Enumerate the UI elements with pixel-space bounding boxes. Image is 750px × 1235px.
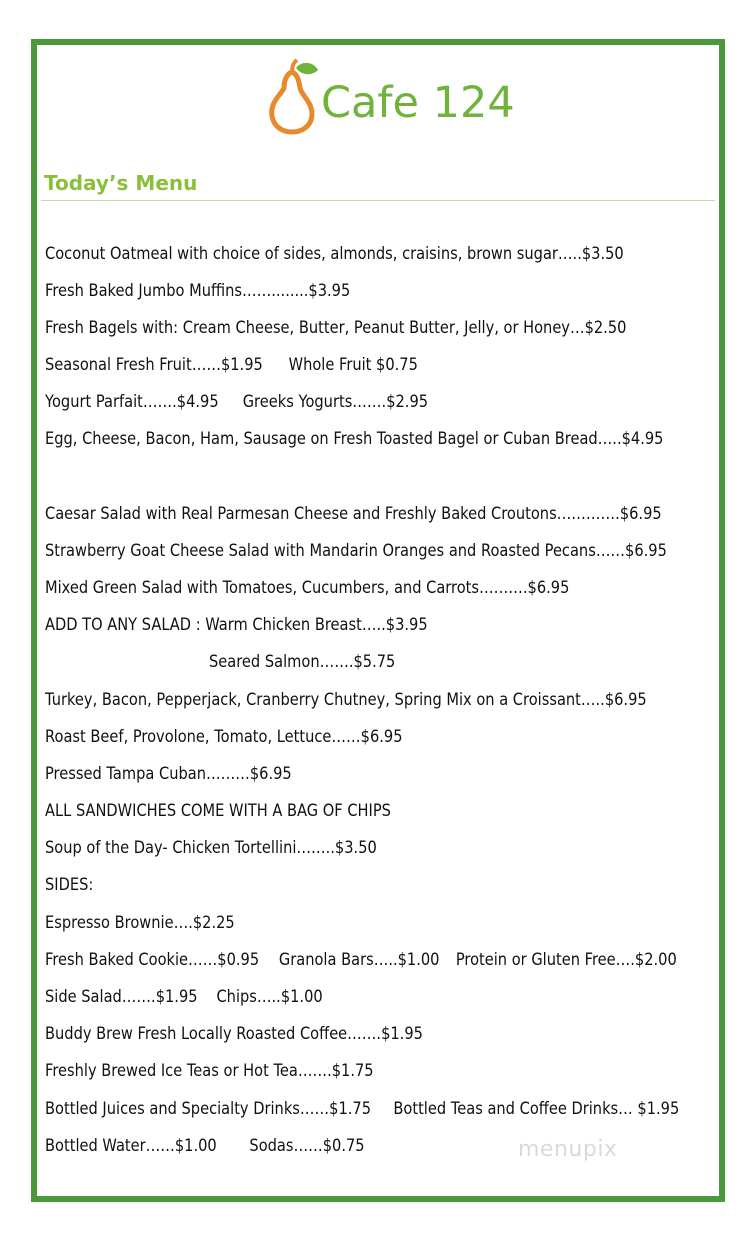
menu-item: Fresh Bagels with: Cream Cheese, Butter, Peanut Butter, Jelly, or Honey…$2.50 — [45, 318, 627, 338]
menu-row — [45, 987, 323, 1007]
menu-row — [45, 355, 418, 375]
logo-title: Cafe 124 — [321, 78, 515, 128]
menu-item: Caesar Salad with Real Parmesan Cheese and Freshly Baked Croutons………….$6.95 — [45, 504, 662, 524]
menu-item: Chips…..$1.00 — [216, 987, 323, 1007]
menu-item: Egg, Cheese, Bacon, Ham, Sausage on Fresh Toasted Bagel or Cuban Bread…..$4.95 — [45, 429, 664, 449]
menu-item: Fresh Baked Cookie……$0.95 — [45, 950, 260, 970]
menu-item: Side Salad…….$1.95 — [45, 987, 198, 1007]
menu-row — [45, 392, 428, 412]
menu-item: Bottled Juices and Specialty Drinks……$1.75 — [45, 1099, 372, 1119]
menu-row — [45, 1099, 679, 1119]
menu-item: Buddy Brew Fresh Locally Roasted Coffee…….$1.95 — [45, 1024, 423, 1044]
menu-item: Bottled Teas and Coffee Drinks… $1.95 — [393, 1099, 680, 1119]
menu-item: Seared Salmon…….$5.75 — [209, 652, 396, 672]
menu-item: Freshly Brewed Ice Teas or Hot Tea…….$1.75 — [45, 1061, 374, 1081]
section-label: SIDES: — [45, 875, 94, 895]
menu-item: Turkey, Bacon, Pepperjack, Cranberry Chutney, Spring Mix on a Croissant…..$6.95 — [45, 690, 647, 710]
menu-item: ADD TO ANY SALAD : Warm Chicken Breast…..$3.95 — [45, 615, 428, 635]
menu-item: Seasonal Fresh Fruit……$1.95 — [45, 355, 263, 375]
menu-note: ALL SANDWICHES COME WITH A BAG OF CHIPS — [45, 801, 391, 821]
menu-item: Whole Fruit $0.75 — [288, 355, 418, 375]
menu-item: Granola Bars…..$1.00 — [278, 950, 440, 970]
page-title: Today’s Menu — [44, 171, 198, 195]
menu-item: Sodas……$0.75 — [249, 1136, 365, 1156]
menu-item: Mixed Green Salad with Tomatoes, Cucumbers, and Carrots……….$6.95 — [45, 578, 570, 598]
menu-item: Bottled Water……$1.00 — [45, 1136, 217, 1156]
menu-row — [45, 1136, 365, 1156]
divider — [41, 200, 715, 201]
menu-item: Coconut Oatmeal with choice of sides, almonds, craisins, brown sugar…..$3.50 — [45, 244, 624, 264]
menu-item: Fresh Baked Jumbo Muffins……........$3.95 — [45, 281, 351, 301]
watermark: menupix — [518, 1137, 618, 1162]
menu-item: Protein or Gluten Free….$2.00 — [455, 950, 677, 970]
menu-item: Espresso Brownie….$2.25 — [45, 913, 235, 933]
menu-item: Yogurt Parfait…….$4.95 — [45, 392, 219, 412]
menu-item: Roast Beef, Provolone, Tomato, Lettuce……$6.95 — [45, 727, 403, 747]
menu-item: Soup of the Day- Chicken Tortellini……..$3.50 — [45, 838, 377, 858]
menu-item: Strawberry Goat Cheese Salad with Mandarin Oranges and Roasted Pecans……$6.95 — [45, 541, 667, 561]
menu-item: Greeks Yogurts…….$2.95 — [242, 392, 429, 412]
menu-item: Pressed Tampa Cuban………$6.95 — [45, 764, 292, 784]
menu-row — [45, 950, 677, 970]
